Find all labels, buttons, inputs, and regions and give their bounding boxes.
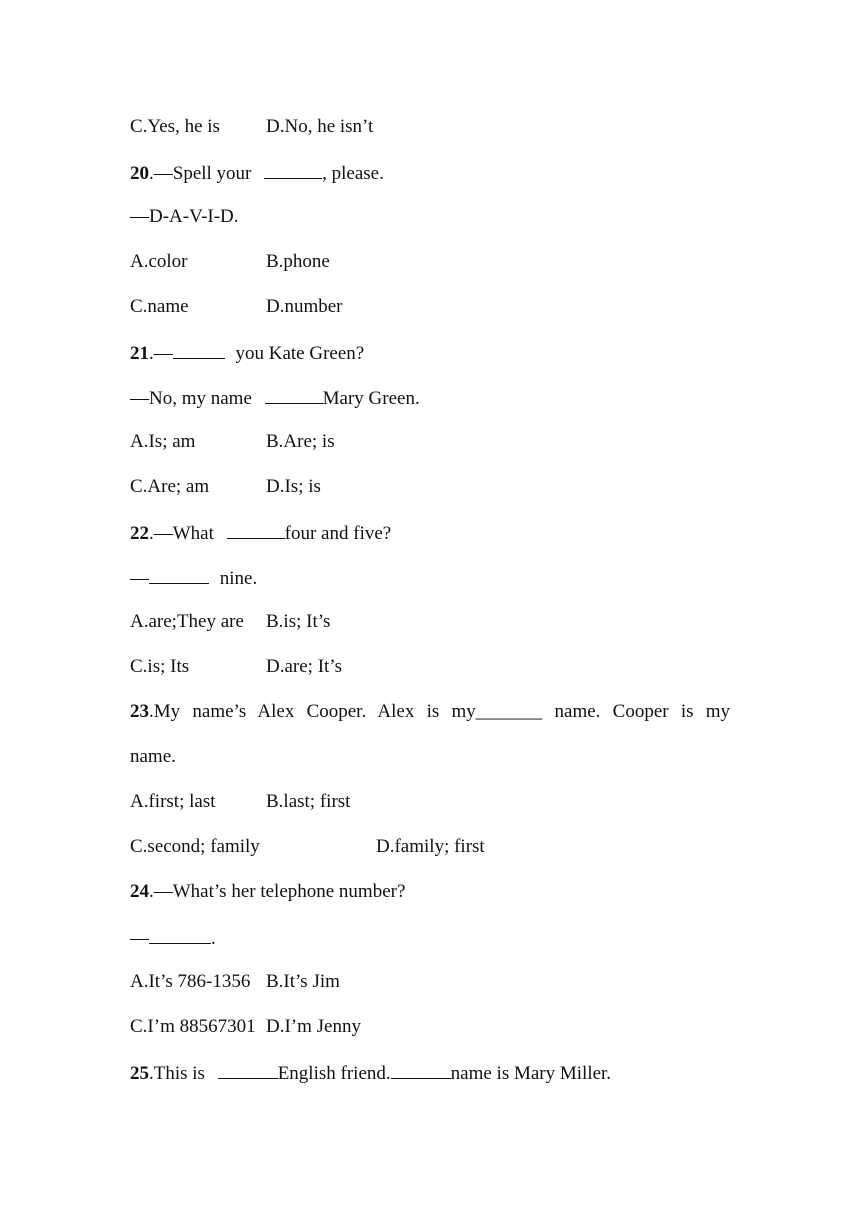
word: is [426,701,440,722]
question-text: .This is [149,1063,210,1084]
word: name. [554,701,601,722]
question-text: , please. [322,163,384,184]
question-number: 23 [130,701,149,722]
dialogue-text: nine. [215,568,258,589]
option-line-ab [130,430,335,454]
option-d: D.I’m Jenny [266,1016,361,1037]
word: Cooper [612,701,669,722]
question-number: 25 [130,1063,149,1084]
option-line-ab [130,610,331,634]
question-text: four and five? [284,523,392,544]
dialogue-line [130,565,257,591]
question-number: 22 [130,523,149,544]
option-d: D.are; It’s [266,656,342,677]
question-continuation: name. [130,746,176,767]
option-d: D.number [266,296,343,317]
option-b: B.last; first [266,791,351,812]
dialogue-text: . [211,928,216,949]
answer-blank [149,925,211,944]
question-24 [130,880,405,904]
option-line-cd [130,1015,361,1039]
option-line-cd [130,655,342,679]
question-text: .—Spell your [149,163,257,184]
option-c: C.I’m 88567301 [130,1016,256,1037]
dialogue-text: — [130,568,149,589]
option-line-ab [130,790,351,814]
option-line-cd [130,475,321,499]
word: my [705,701,731,722]
option-line-cd [130,295,343,319]
question-head [130,701,180,722]
answer-blank [227,520,285,539]
answer-blank [173,340,225,359]
word: name’s [192,701,247,722]
question-21 [130,340,364,366]
answer-blank [391,1060,451,1079]
answer-blank [265,385,323,404]
question-25 [130,1060,611,1086]
option-b: B.is; It’s [266,611,331,632]
dialogue-line [130,925,216,951]
option-b: B.phone [266,251,330,272]
dialogue-text: —No, my name [130,388,257,409]
question-text: English friend. [277,1063,391,1084]
question-23 [130,700,730,724]
question-22 [130,520,391,546]
option-c: C.second; family [130,836,260,857]
word: Alex [377,701,415,722]
dialogue-line: —D-A-V-I-D. [130,206,239,227]
question-text: .—What [149,523,219,544]
option-d: D.No, he isn’t [266,116,374,137]
answer-blank [264,160,322,179]
option-c: C.is; Its [130,656,190,677]
option-line-cd [130,835,485,859]
option-b: B.It’s Jim [266,971,340,992]
dialogue-text: — [130,928,149,949]
option-d: D.family; first [376,836,485,857]
question-number: 24 [130,881,149,902]
word: is [680,701,694,722]
option-c: C.Yes, he is [130,116,220,137]
option-a: A.Is; am [130,431,196,452]
option-a: A.first; last [130,791,216,812]
dialogue-line [130,385,420,411]
question-text: you Kate Green? [230,343,365,364]
question-text: name is Mary Miller. [450,1063,612,1084]
option-b: B.Are; is [266,431,335,452]
word: Alex [257,701,295,722]
option-a: A.It’s 786-1356 [130,971,251,992]
question-text: .—What’s her telephone number? [149,881,406,902]
answer-blank [149,565,209,584]
dialogue-text: Mary Green. [322,388,420,409]
option-line-cd [130,115,374,139]
question-number: 20 [130,163,149,184]
option-c: C.Are; am [130,476,210,497]
option-d: D.Is; is [266,476,321,497]
question-text: .— [149,343,173,364]
word-with-blank: my_______ [451,701,543,722]
answer-blank [218,1060,278,1079]
question-number: 21 [130,343,149,364]
option-a: A.color [130,251,188,272]
option-a: A.are;They are [130,611,244,632]
option-line-ab [130,250,330,274]
word: .My [149,701,181,722]
option-line-ab [130,970,340,994]
word: Cooper. [306,701,367,722]
question-20 [130,160,384,186]
option-c: C.name [130,296,189,317]
